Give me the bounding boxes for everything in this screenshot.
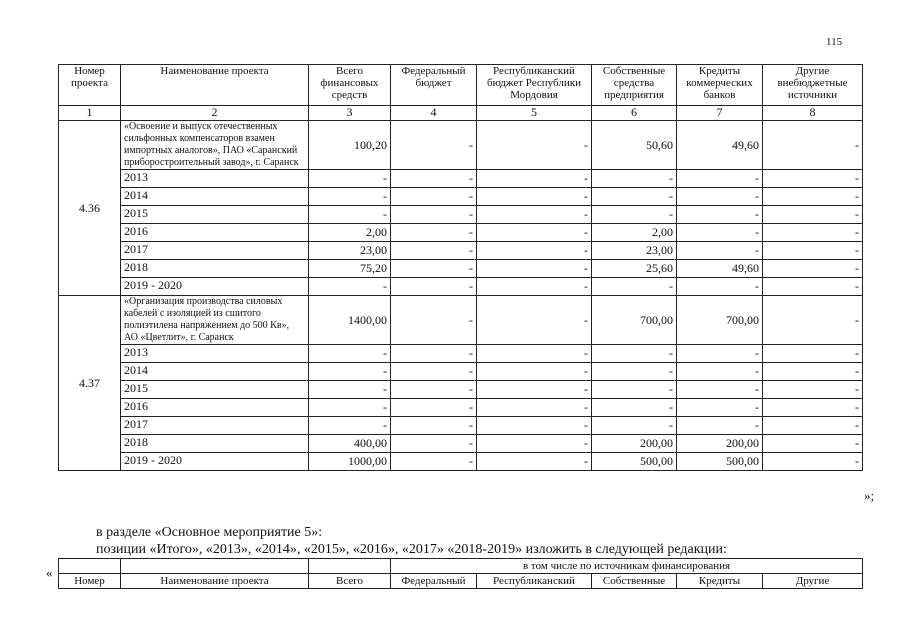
value-cell: -: [309, 345, 391, 363]
header-cell: Федеральный: [391, 574, 477, 589]
value-cell: -: [477, 296, 592, 345]
year-label: 2015: [121, 381, 309, 399]
column-number: 2: [121, 106, 309, 121]
value-cell: 25,60: [592, 260, 677, 278]
column-number: 6: [592, 106, 677, 121]
value-cell: -: [391, 363, 477, 381]
year-row: [59, 363, 863, 381]
value-cell: -: [477, 363, 592, 381]
value-cell: -: [309, 170, 391, 188]
value-cell: 200,00: [677, 435, 763, 453]
value-cell: 500,00: [677, 453, 763, 471]
value-cell: 50,60: [592, 121, 677, 170]
year-label: 2013: [121, 345, 309, 363]
sources-subheader: в том числе по источникам финансирования: [391, 559, 863, 574]
instruction-text-1: в разделе «Основное мероприятие 5»:: [96, 525, 323, 540]
year-row: [59, 453, 863, 471]
project-name-text: «Освоение и выпуск отечественных сильфонных компенсаторов взамен импортных аналогов», ПАО «Саранский приборостроительный завод», г. Саранск: [124, 121, 299, 168]
value-cell: -: [592, 399, 677, 417]
value-cell: -: [477, 417, 592, 435]
value-cell: -: [309, 188, 391, 206]
header-cell: Федеральный бюджет: [391, 65, 477, 106]
value-cell: -: [592, 363, 677, 381]
header-cell: Республиканский: [477, 574, 592, 589]
header-cell: Наименование проекта: [121, 65, 309, 106]
value-cell: -: [677, 399, 763, 417]
project-number: 4.36: [59, 121, 121, 296]
column-number: 1: [59, 106, 121, 121]
financing-table: [58, 64, 863, 471]
page-number: 115: [826, 36, 843, 48]
value-cell: -: [763, 242, 863, 260]
year-label: 2016: [121, 224, 309, 242]
opening-quote: «: [46, 565, 53, 580]
year-row: [59, 435, 863, 453]
year-row: [59, 399, 863, 417]
value-cell: -: [763, 381, 863, 399]
value-cell: -: [677, 188, 763, 206]
new-edition-table: [58, 558, 863, 589]
year-label: 2014: [121, 188, 309, 206]
year-label: 2017: [121, 242, 309, 260]
value-cell: -: [477, 224, 592, 242]
instruction-text-2: позиции «Итого», «2013», «2014», «2015», «2016», «2017» «2018-2019» изложить в следующей редакции:: [96, 542, 727, 557]
value-cell: -: [477, 381, 592, 399]
value-cell: -: [391, 170, 477, 188]
year-label: 2019 - 2020: [121, 278, 309, 296]
value-cell: -: [677, 206, 763, 224]
value-cell: -: [391, 121, 477, 170]
year-row: [59, 278, 863, 296]
value-cell: -: [592, 206, 677, 224]
value-cell: 100,20: [309, 121, 391, 170]
value-cell: 700,00: [592, 296, 677, 345]
header-cell: Собственные средства предприятия: [592, 65, 677, 106]
value-cell: 400,00: [309, 435, 391, 453]
column-number: 4: [391, 106, 477, 121]
value-cell: -: [763, 121, 863, 170]
value-cell: -: [763, 399, 863, 417]
table-closing-quote: »;: [864, 488, 875, 503]
value-cell: -: [391, 224, 477, 242]
header-cell: Номер: [59, 574, 121, 589]
year-row: [59, 260, 863, 278]
value-cell: -: [592, 278, 677, 296]
value-cell: -: [592, 417, 677, 435]
value-cell: 1400,00: [309, 296, 391, 345]
column-number-row: [59, 106, 863, 121]
value-cell: -: [391, 260, 477, 278]
value-cell: -: [763, 278, 863, 296]
value-cell: -: [309, 206, 391, 224]
value-cell: -: [391, 206, 477, 224]
value-cell: -: [309, 363, 391, 381]
value-cell: -: [477, 170, 592, 188]
year-row: [59, 242, 863, 260]
header-cell: Другие внебюджетные источники: [763, 65, 863, 106]
year-row: [59, 188, 863, 206]
value-cell: 49,60: [677, 260, 763, 278]
value-cell: -: [477, 188, 592, 206]
value-cell: -: [309, 399, 391, 417]
column-number: 8: [763, 106, 863, 121]
project-number: 4.37: [59, 296, 121, 471]
value-cell: -: [677, 278, 763, 296]
value-cell: -: [763, 453, 863, 471]
value-cell: -: [309, 381, 391, 399]
year-label: 2018: [121, 260, 309, 278]
value-cell: -: [763, 435, 863, 453]
value-cell: -: [391, 453, 477, 471]
header-cell: Всего финансовых средств: [309, 65, 391, 106]
year-row: [59, 345, 863, 363]
header-cell: Кредиты коммерческих банков: [677, 65, 763, 106]
project-row: [59, 296, 863, 345]
project-name: [121, 296, 309, 345]
value-cell: -: [391, 278, 477, 296]
value-cell: 200,00: [592, 435, 677, 453]
value-cell: -: [391, 435, 477, 453]
value-cell: -: [391, 399, 477, 417]
value-cell: -: [477, 260, 592, 278]
value-cell: -: [477, 278, 592, 296]
value-cell: 2,00: [309, 224, 391, 242]
header-cell: Собственные: [592, 574, 677, 589]
year-label: 2018: [121, 435, 309, 453]
year-label: 2013: [121, 170, 309, 188]
value-cell: -: [677, 170, 763, 188]
year-row: [59, 381, 863, 399]
value-cell: -: [677, 381, 763, 399]
value-cell: -: [763, 188, 863, 206]
value-cell: 2,00: [592, 224, 677, 242]
value-cell: -: [592, 170, 677, 188]
column-number: 7: [677, 106, 763, 121]
value-cell: -: [677, 363, 763, 381]
header-cell: Кредиты: [677, 574, 763, 589]
year-label: 2014: [121, 363, 309, 381]
year-row: [59, 224, 863, 242]
value-cell: -: [763, 224, 863, 242]
value-cell: -: [763, 345, 863, 363]
column-number: 5: [477, 106, 592, 121]
value-cell: -: [477, 242, 592, 260]
value-cell: -: [309, 278, 391, 296]
value-cell: -: [677, 224, 763, 242]
year-row: [59, 417, 863, 435]
year-label: 2016: [121, 399, 309, 417]
value-cell: 49,60: [677, 121, 763, 170]
project-row: [59, 121, 863, 170]
header-row-2: [59, 574, 863, 589]
year-row: [59, 170, 863, 188]
value-cell: -: [391, 381, 477, 399]
value-cell: -: [763, 363, 863, 381]
subheader-row: [59, 559, 863, 574]
year-label: 2017: [121, 417, 309, 435]
project-name: [121, 121, 309, 170]
value-cell: -: [391, 417, 477, 435]
value-cell: 75,20: [309, 260, 391, 278]
value-cell: -: [309, 417, 391, 435]
value-cell: -: [763, 417, 863, 435]
value-cell: 23,00: [309, 242, 391, 260]
value-cell: -: [592, 188, 677, 206]
value-cell: -: [477, 345, 592, 363]
value-cell: 23,00: [592, 242, 677, 260]
value-cell: -: [477, 435, 592, 453]
value-cell: 1000,00: [309, 453, 391, 471]
year-label: 2019 - 2020: [121, 453, 309, 471]
header-row: [59, 65, 863, 106]
value-cell: -: [763, 260, 863, 278]
value-cell: -: [391, 345, 477, 363]
project-name-text: «Организация производства силовых кабелей с изоляцией из сшитого полиэтилена напряжением до 500 Кв», АО «Цветлит», г. Саранск: [124, 296, 290, 343]
column-number: 3: [309, 106, 391, 121]
value-cell: -: [391, 188, 477, 206]
value-cell: -: [763, 206, 863, 224]
value-cell: -: [391, 242, 477, 260]
value-cell: -: [391, 296, 477, 345]
value-cell: 700,00: [677, 296, 763, 345]
header-cell: Другие: [763, 574, 863, 589]
value-cell: -: [477, 453, 592, 471]
header-cell: Всего: [309, 574, 391, 589]
value-cell: -: [677, 345, 763, 363]
value-cell: -: [477, 206, 592, 224]
header-cell: Наименование проекта: [121, 574, 309, 589]
value-cell: -: [477, 399, 592, 417]
value-cell: 500,00: [592, 453, 677, 471]
year-label: 2015: [121, 206, 309, 224]
value-cell: -: [763, 296, 863, 345]
value-cell: -: [677, 417, 763, 435]
value-cell: -: [677, 242, 763, 260]
value-cell: -: [477, 121, 592, 170]
value-cell: -: [592, 381, 677, 399]
value-cell: -: [592, 345, 677, 363]
header-cell: Номер проекта: [59, 65, 121, 106]
header-cell: Республиканский бюджет Республики Мордовия: [477, 65, 592, 106]
value-cell: -: [763, 170, 863, 188]
year-row: [59, 206, 863, 224]
